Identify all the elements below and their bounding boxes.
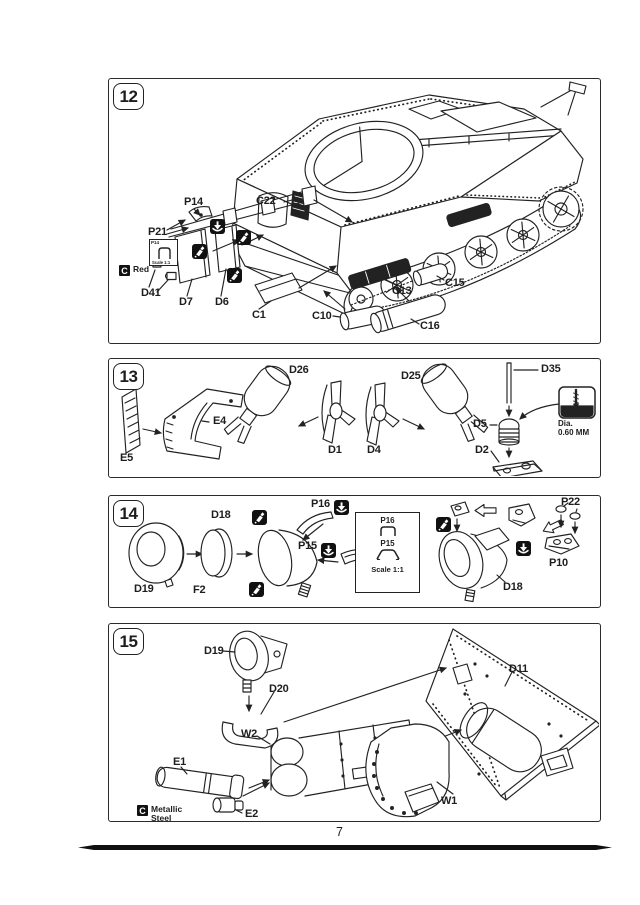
inset-part-label: P14 (151, 240, 160, 245)
part-e5 (122, 389, 140, 453)
p14-shape-1to1 (156, 246, 173, 259)
part-p10 (545, 534, 579, 554)
cement-icon (236, 230, 251, 245)
inset-p15-label: P15 (380, 539, 395, 548)
part-label-c22: C22 (256, 195, 276, 207)
part-label-d11: D11 (509, 663, 528, 675)
inset-scale-label: Scale 1:1 (152, 260, 171, 265)
part-label-d4: D4 (367, 444, 381, 456)
part-label-f2: F2 (193, 584, 206, 596)
step15-illustration (109, 624, 599, 820)
cement-icon (252, 510, 267, 525)
part-label-c1: C1 (252, 309, 266, 321)
step-number-badge: 14 (113, 500, 144, 527)
part-label-d6: D6 (215, 296, 229, 308)
paint-callout-metallic-steel (137, 805, 182, 823)
part-label-d1: D1 (328, 444, 342, 456)
drill-icon (559, 387, 595, 418)
p16-shape-1to1 (377, 525, 399, 536)
part-label-d2: D2 (475, 444, 489, 456)
paint-name-line1: Metallic (151, 804, 183, 814)
part-label-c13: C13 (392, 285, 412, 297)
step-panel-12 (108, 78, 601, 344)
part-d19 (129, 523, 184, 587)
part-label-d19: D19 (134, 583, 154, 595)
part-label-p22: P22 (561, 496, 580, 508)
step-panel-15 (108, 623, 601, 822)
part-p22-disc (570, 513, 580, 519)
part-label-p14: P14 (184, 196, 203, 208)
part-label-w2: W2 (241, 728, 258, 740)
part-d25 (416, 359, 493, 446)
part-label-e2: E2 (245, 808, 259, 820)
p15-shape-1to1 (375, 548, 401, 560)
part-label-p21: P21 (148, 226, 167, 238)
insert-icon (334, 500, 349, 515)
part-label-d41: D41 (141, 287, 161, 299)
part-label-d18: D18 (211, 509, 231, 521)
part-label-c15: C15 (445, 277, 465, 289)
paint-name (151, 805, 182, 823)
insert-icon (516, 541, 531, 556)
part-small-bracket-a (451, 502, 469, 516)
part-label-d20: D20 (269, 683, 289, 695)
part-label-d5: D5 (473, 418, 487, 430)
part-c1 (255, 273, 302, 303)
hollow-arrow-icon (475, 505, 496, 517)
paint-code-box: C (119, 265, 130, 276)
part-d4 (366, 383, 399, 445)
part-d18-assembled (432, 526, 509, 602)
footer-rule (78, 845, 612, 850)
cement-icon (249, 582, 264, 597)
paint-callout-red (119, 265, 149, 276)
part-label-c16: C16 (420, 320, 440, 332)
part-d1 (322, 381, 355, 443)
paint-name: Red (133, 264, 150, 274)
part-d11 (426, 629, 599, 800)
part-d35 (507, 363, 511, 403)
part-label-p16: P16 (311, 498, 330, 510)
drill-size-label: 0.60 MM (558, 428, 590, 437)
part-label-d35: D35 (541, 363, 561, 375)
part-w1 (366, 724, 449, 817)
part-label-d18-assembled: D18 (503, 581, 523, 593)
part-label-e1: E1 (173, 756, 187, 768)
part-e2 (213, 798, 243, 812)
paint-name-line2: Steel (151, 812, 172, 823)
part-label-d19: D19 (204, 645, 224, 657)
inset-p16-label: P16 (380, 516, 395, 525)
part-d2 (493, 461, 542, 476)
insert-icon (210, 219, 225, 234)
part-label-p10: P10 (549, 557, 568, 569)
part-label-e5: E5 (120, 452, 134, 464)
step-panel-14 (108, 495, 601, 608)
drill-dia-label: Dia. (558, 419, 573, 428)
part-label-c10: C10 (312, 310, 332, 322)
paint-code-box: C (137, 805, 148, 816)
part-label-e4: E4 (213, 415, 227, 427)
part-label-d25: D25 (401, 370, 421, 382)
step-number-badge: 13 (113, 363, 144, 390)
part-d5 (499, 419, 519, 445)
part-small-bracket-b (509, 504, 535, 526)
step13-illustration (109, 359, 599, 476)
part-f2 (201, 529, 232, 577)
part-label-w1: W1 (441, 795, 458, 807)
step-number-badge: 15 (113, 628, 144, 655)
page-number: 7 (336, 825, 343, 839)
part-label-d7: D7 (179, 296, 193, 308)
cement-icon (192, 244, 207, 259)
cement-icon (227, 268, 242, 283)
part-label-d26: D26 (289, 364, 309, 376)
step14-illustration (109, 496, 599, 606)
cement-icon (436, 517, 451, 532)
step-panel-13 (108, 358, 601, 478)
insert-icon (321, 543, 336, 558)
scale-inset-p14 (149, 239, 178, 266)
inset-scale-label: Scale 1:1 (371, 565, 404, 574)
step-number-badge: 12 (113, 83, 144, 110)
part-label-p15: P15 (298, 540, 317, 552)
part-e1 (154, 764, 244, 799)
scale-inset-p16-p15 (355, 512, 420, 593)
